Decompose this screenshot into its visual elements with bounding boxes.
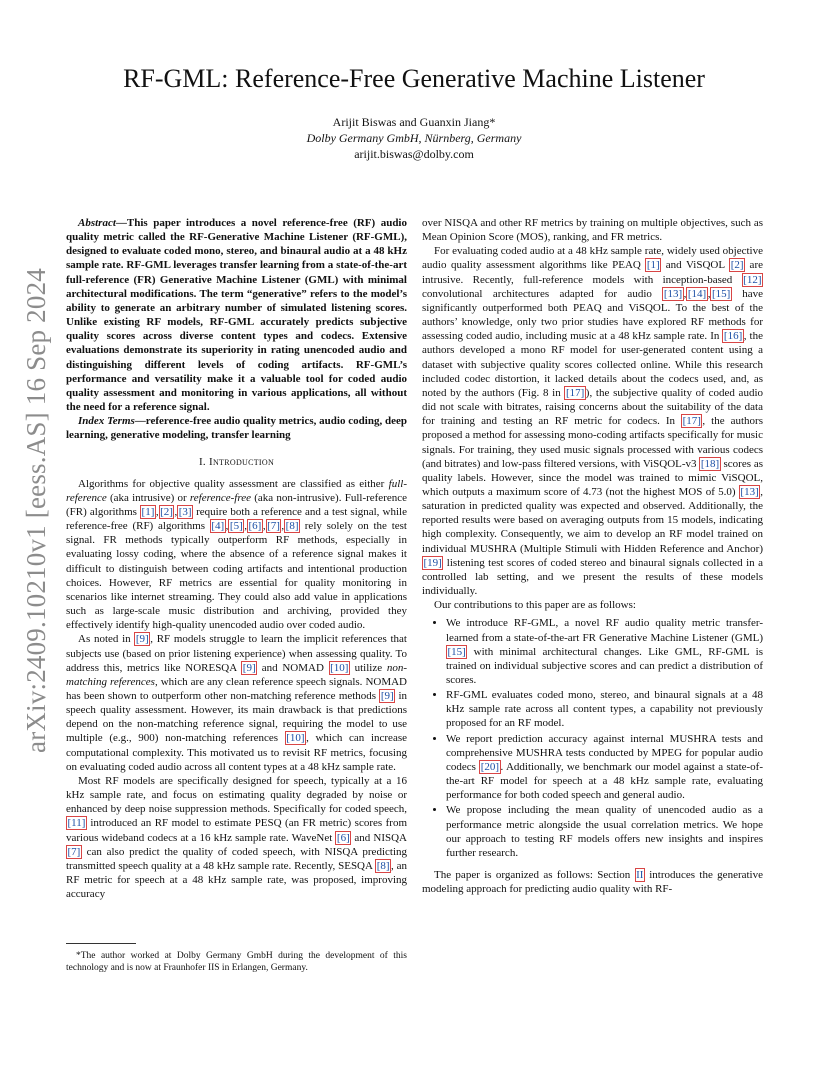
text-run: Most RF models are specifically designed for speech, typically at a 16 kHz sample rate, and focus on estimating quality degraded by noise or enhanced by deep noise suppression methods. Specifically for coded speech, [66,774,407,816]
citation-link[interactable]: [14] [687,287,707,300]
abstract-text: —This paper introduces a novel reference-free (RF) audio quality metric called the RF-Generative Machine Listener (RF-GML), designed to evaluate coded mono, stereo, and binaural audio at a 48 kHz sample rate. RF-GML leverages transfer learning from a state-of-the-art full-reference (FR) Generative Machine Listener (GML) with minimal architectural modifications. The term “generative” refers to the model’s ability to generate an arbitrary number of simulated listening scores. Unlike existing RF models, RF-GML accurately predicts subjective quality scores across diverse content types and codecs. Extensive evaluations demonstrate its superiority in rating unencoded audio and distinguishing different levels of coding artifacts. RF-GML’s performance and versatility make it a valuable tool for coded audio quality assessment and monitoring in various applications, all without the need for a reference signal. [66,217,407,414]
text-run: ), the subjective quality of coded audio did not scale with bitrates, raising concerns about the suitability of the data for training and testing an RF metric for codecs. In [422,386,763,428]
text-run: As noted in [78,633,135,646]
index-terms-label: Index Terms [78,415,135,428]
intro-paragraph-1: Algorithms for objective quality assessment are classified as either full-reference (aka intrusive) or reference-free (aka non-intrusive). Full-reference (FR) algorithms [1] , [2] , [3] require both a reference and a test signal, while reference-free (RF) algorithms [4] , [5] , [6] , [7] , [8] rely solely on the test signal. FR methods typically outperform RF methods, especially in evaluating lossy coding, where the absence of a reference signal makes it difficult to distinguish between coding artifacts and intentional production choices. However, RF metrics are essential for quality monitoring in scenarios like internet streaming. They could also add value in applications such as large-scale music distribution and archiving, provided they effectively identify high-quality unencoded audio over coded audio. [66,477,408,632]
text-run: , an RF metric for speech at a 48 kHz sample rate, was proposed, improving accuracy [66,859,407,901]
arxiv-identifier-stamp [10,267,62,753]
citation-link[interactable]: [3] [178,505,192,518]
citation-link[interactable]: [17] [565,386,585,399]
citation-link[interactable]: [9] [135,633,149,646]
list-item [446,732,763,803]
arxiv-identifier-text: arXiv:2409.10210v1 [eess.AS] 16 Sep 2024 [20,267,51,753]
text-run: rely solely on the test signal. FR methods typically outperform RF methods, especially in evaluating lossy coding, where the absence of a reference signal makes it difficult to distinguish between coding artifacts and intentional production choices. However, RF metrics are essential for quality monitoring in scenarios like internet streaming. They could also add value in applications such as large-scale music distribution and archiving, provided they effectively identify high-quality unencoded audio over coded audio. [66,520,407,632]
continued-paragraph: over NISQA and other RF metrics by training on multiple objectives, such as Mean Opinion Score (MOS), ranking, and FR metrics. [422,217,763,244]
text-run: in speech quality assessment. However, its main drawback is that predictions depend on the non-matching reference signal, requiring the model to use multiple (e.g., 900) non-matching references [66,690,407,745]
text-run: introduced an RF model to estimate PESQ (an FR metric) scores from various wideband codecs at a 16 kHz sample rate. WaveNet [66,817,407,844]
citation-link[interactable]: [5] [229,520,243,533]
organization-paragraph [422,868,763,896]
footnote [66,950,407,974]
author-email: arijit.biswas@dolby.com [354,147,474,161]
intro-paragraph-2 [66,632,407,774]
text-run: Algorithms for objective quality assessment are classified as either [78,477,389,490]
index-terms [66,414,407,442]
text-run: convolutional architectures adapted for audio [422,287,663,300]
citation-link[interactable]: [1] [646,259,660,272]
citation-link[interactable]: [12] [743,273,762,286]
list-item: • We propose including the mean quality of unencoded audio as a performance metric alongside the usual correlation metrics. We hope our approach to testing RF models offers new insights and inspires further research. [446,803,763,860]
contributions-intro: Our contributions to this paper are as follows: [434,599,636,612]
citation-link[interactable]: [15] [711,287,731,300]
text-run: have significantly outperformed both PEAQ and ViSQOL. To the best of the authors’ knowledge, only two prior studies have explored RF methods for assessing coded audio, including music at a 48 kHz sample rate. In [422,287,763,343]
intro-paragraph-3 [66,774,407,901]
text-run: are intrusive. Recently, full-reference models with inception-based [422,259,763,286]
text-run: can also predict the quality of coded speech, with NISQA predicting transmitted speech quality at a 48 kHz sample rate. Recently, SESQA [66,845,407,872]
citation-link[interactable]: [7] [67,845,81,858]
list-item: • RF-GML evaluates coded mono, stereo, and binaural signals at a 48 kHz sample rate across all content types, a capability not previously proposed for an RF model. [446,688,763,730]
text-run: , the authors developed a mono RF model for user-generated content using a dataset with subjective quality scores collected online. While this research included codec distortion, it lacked details about the codecs used, and, as noted by the authors (Fig. 8 in [422,330,763,399]
footnote-divider [66,943,136,944]
text-run: utilize [349,661,387,674]
text-run: , RF models struggle to learn the implicit references that subjects use (based on prior listening experience) when assessing quality. To address this, metrics like NORESQA [66,633,407,674]
citation-link[interactable]: [13] [663,287,683,300]
citation-link[interactable]: [2] [730,259,744,272]
citation-link[interactable]: [9] [380,690,394,702]
author-names: Arijit Biswas and Guanxin Jiang* [332,115,496,129]
list-item [446,616,763,687]
index-terms-text: —reference-free audio quality metrics, audio coding, deep learning, generative modeling, transfer learning [66,415,407,442]
text-run: require both a reference and a test signal, while reference-free (RF) algorithms [66,505,407,533]
right-column [422,216,763,896]
citation-link[interactable]: [7] [267,520,280,533]
citation-link[interactable]: [9] [242,661,256,674]
text-run: , the authors proposed a method for assessing mono-coding artifacts specifically for music signals. For training, they used music signals processed with various codecs (and bitrates) and low-pass filtered versions, with ViSQOL-v3 [422,415,764,470]
citation-link[interactable]: [1] [141,505,155,518]
text-run: , which are any clean reference speech signals. NOMAD has been shown to outperform other non-matching reference methods [66,675,407,702]
text-run: non-matching references [66,661,407,688]
citation-link[interactable]: [10] [330,661,349,674]
footnote-text: *The author worked at Dolby Germany GmbH during the development of this technology and is now at Fraunhofer IIS in Erlangen, Germany. [66,951,407,973]
left-column [66,216,407,901]
text-run: introduces the generative modeling approach for predicting audio quality with RF- [422,869,763,896]
text-run: We introduce RF-GML, a novel RF audio quality metric transfer-learned from a state-of-the-art FR Generative Machine Listener (GML) [446,617,763,644]
citation-link[interactable]: [19] [423,556,442,569]
text-run: The paper is organized as follows: Section [434,869,635,882]
citation-link[interactable]: [6] [336,831,350,844]
text-run: . Additionally, we benchmark our model against a state-of-the-art RF model for speech at a 48 kHz sample rate, evaluating performance for both coded speech and general audio. [446,760,763,802]
text-run: scores as quality labels. However, since the model was trained to mimic ViSQOL, which outputs a maximum score of 4.73 (not the highest MOS of 5.0) [422,457,763,498]
text-run: listening test scores of coded stereo and binaural signals collected in a controlled lab setting, and we present the results of these models individually. [422,556,763,598]
paper-title: RF-GML: Reference-Free Generative Machine Listener [123,64,705,93]
citation-link[interactable]: [18] [700,457,720,470]
text-run: , which can increase computational complexity. This motivated us to revisit RF metrics, focusing on evaluating coded audio across all content types at a 48 kHz sample rate. [66,732,407,773]
citation-link[interactable]: [20] [480,760,500,773]
citation-link[interactable]: [2] [160,505,173,518]
citation-link[interactable]: [11] [67,817,86,830]
citation-link[interactable]: [16] [723,330,743,343]
text-run: with minimal architectural changes. Like GML, RF-GML is trained on individual subjective scores and can predict a distribution of scores. [446,645,763,686]
citation-link[interactable]: [13] [740,485,759,498]
citation-link[interactable]: [15] [447,645,466,658]
intro-paragraph-4: For evaluating coded audio at a 48 kHz sample rate, widely used objective audio quality assessment algorithms like PEAQ [1] and ViSQOL [2] are intrusive. Recently, full-reference models with inception-based [12] convolutional architectures adapted for audio [13] , [14] , [15] have significantly outperformed both PEAQ and ViSQOL. To the best of the authors’ knowledge, only two prior studies have explored RF methods for assessing coded audio, including music at a 48 kHz sample rate. In [16] , the authors developed a mono RF model for user-generated content using a dataset with subjective quality scores collected online. While this research included codec distortion, it lacked details about the codecs used, and, as noted by the authors (Fig. 8 in [17] ), the subjective quality of coded audio did not scale with bitrates, raising concerns about the suitability of the data for training and testing an RF metric for codecs. In [17] , the authors proposed a method for assessing mono-coding artifacts specifically for music signals. For training, they used music signals processed with various codecs (and bitrates) and low-pass filtered versions, with ViSQOL-v3 [18] scores as quality labels. However, since the model was trained to mimic ViSQOL, which outputs a maximum score of 4.73 (not the highest MOS of 5.0) [13] , saturation in predicted quality was expected and observed. Additionally, the reported results were based on averaging outputs from 15 models, indicating high complexity. Consequently, we aim to develop an RF model trained on individual MUSHRA (Multiple Stimuli with Hidden Reference and Anchor) [19] listening test scores of coded stereo and binaural signals collected in a controlled lab setting, and we present the results of these models individually. [422,245,764,598]
section-heading-introduction: I. Introduction [198,455,275,468]
text-run: , saturation in predicted quality was expected and observed. Additionally, the reported results were based on averaging outputs from 15 models, indicating high complexity. Consequently, we aim to develop an RF model trained on individual MUSHRA (Multiple Stimuli with Hidden Reference and Anchor) [422,485,763,555]
text-run: and NISQA [351,831,407,844]
section-link[interactable]: II [636,869,644,882]
text-run: and ViSQOL [661,259,730,272]
citation-link[interactable]: [6] [248,520,262,533]
text-run: We report prediction accuracy against internal MUSHRA tests and comprehensive MUSHRA tests conducted by MPEG for popular audio codecs [446,732,763,773]
text-run: (aka non-intrusive). Full-reference (FR) algorithms [66,491,408,518]
contributions-list [422,616,763,860]
text-run: (aka intrusive) or [106,491,190,504]
author-affiliation: Dolby Germany GmbH, Nürnberg, Germany [306,131,522,145]
text-run: full-reference [66,477,407,504]
abstract [66,216,407,414]
text-run: reference-free [189,491,251,504]
text-run: For evaluating coded audio at a 48 kHz sample rate, widely used objective audio quality assessment algorithms like PEAQ [422,245,763,272]
abstract-label: Abstract [78,217,116,229]
citation-link[interactable]: [8] [376,859,390,872]
text-run: and NOMAD [257,661,329,674]
citation-link[interactable]: [17] [682,415,701,428]
citation-link[interactable]: [8] [285,520,299,533]
author-block [0,114,828,162]
citation-link[interactable]: [4] [211,520,225,533]
citation-link[interactable]: [10] [286,732,305,745]
